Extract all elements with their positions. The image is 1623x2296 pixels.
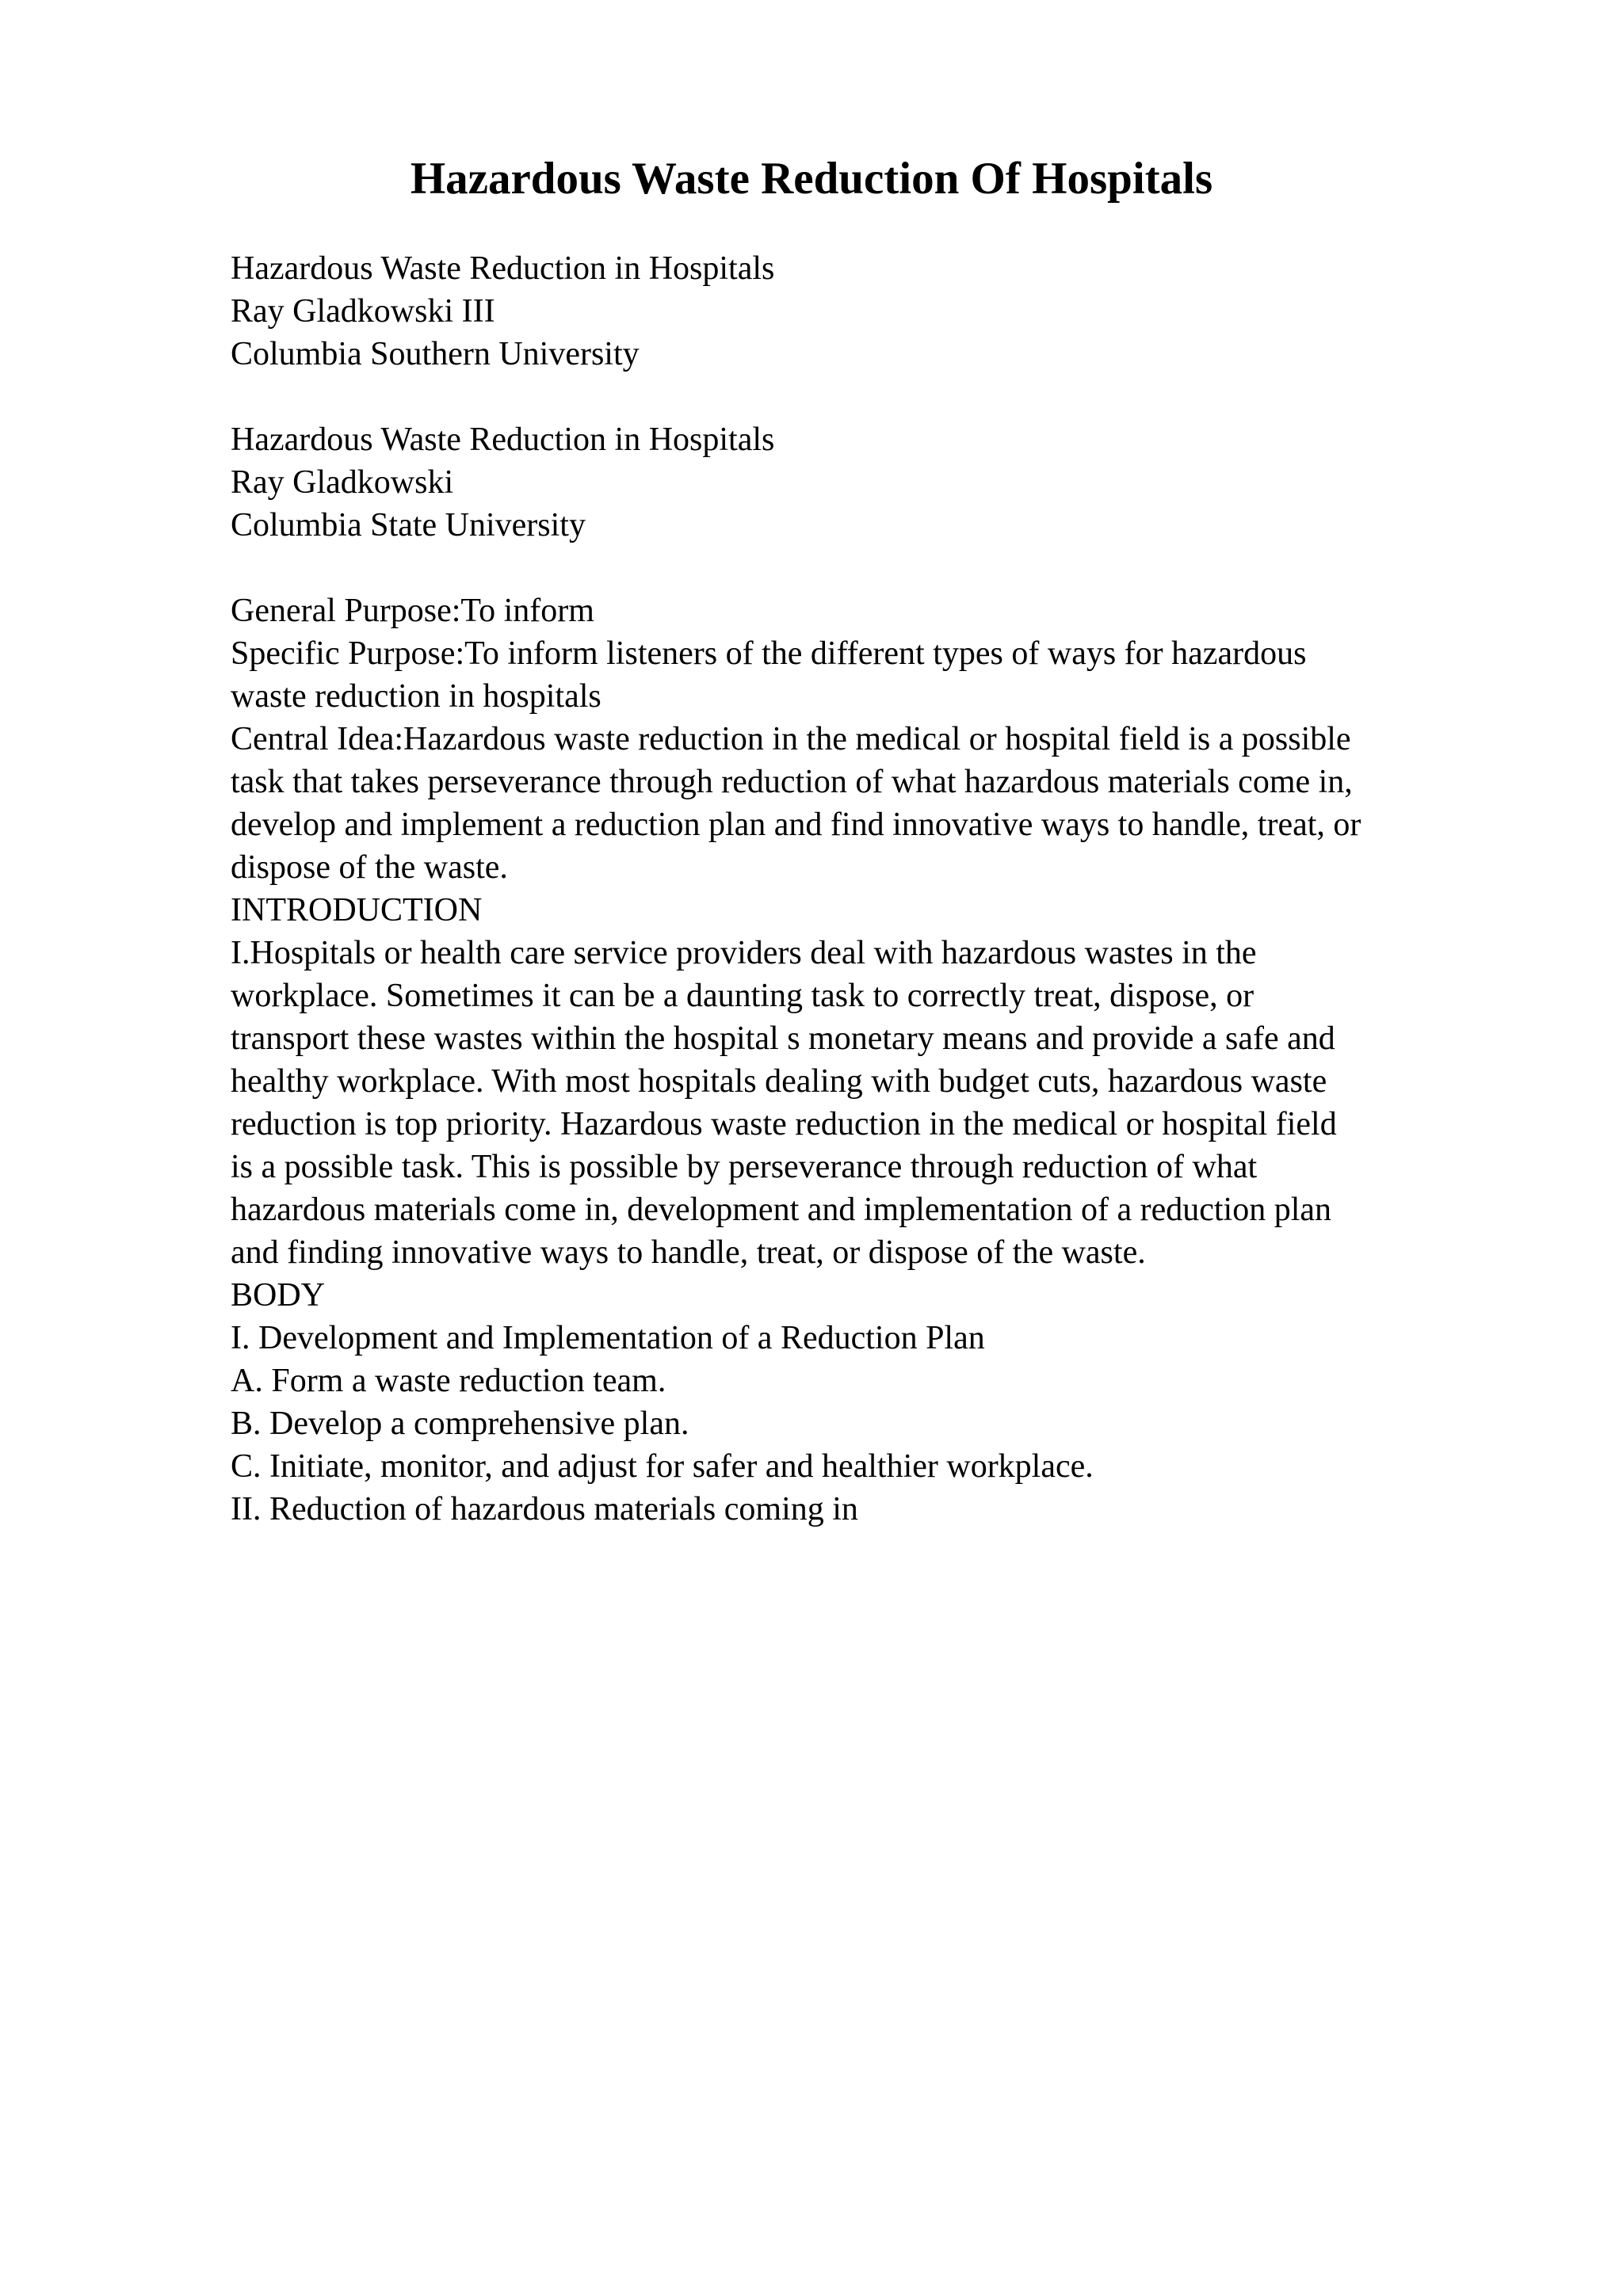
blank-line (231, 376, 1483, 418)
institution-line: Columbia State University (231, 507, 586, 543)
introduction-text-line: transport these wastes within the hospital s monetary means and provide a safe and (231, 1020, 1335, 1057)
speech-outline (231, 589, 1483, 1531)
introduction-text-line: I.Hospitals or health care service providers deal with hazardous wastes in the (231, 935, 1257, 971)
title-block-2 (231, 418, 1483, 547)
introduction-text-line: workplace. Sometimes it can be a daunting task to correctly treat, dispose, or (231, 978, 1254, 1014)
institution-line: Columbia Southern University (231, 336, 640, 372)
outline-item: C. Initiate, monitor, and adjust for safer and healthier workplace. (231, 1448, 1094, 1485)
author-line: Ray Gladkowski (231, 464, 454, 501)
paper-title-line: Hazardous Waste Reduction in Hospitals (231, 250, 775, 287)
introduction-text-line: is a possible task. This is possible by perseverance through reduction of what (231, 1149, 1258, 1185)
body-heading: BODY (231, 1277, 326, 1314)
introduction-text-line: and finding innovative ways to handle, treat, or dispose of the waste. (231, 1234, 1146, 1271)
central-idea-line: Central Idea:Hazardous waste reduction in the medical or hospital field is a possible (231, 721, 1351, 757)
specific-purpose-line: waste reduction in hospitals (231, 678, 601, 715)
paper-title-line: Hazardous Waste Reduction in Hospitals (231, 421, 775, 458)
introduction-text-line: hazardous materials come in, development and implementation of a reduction plan (231, 1192, 1332, 1228)
outline-item: B. Develop a comprehensive plan. (231, 1405, 689, 1442)
outline-item: A. Form a waste reduction team. (231, 1363, 666, 1399)
central-idea-line: dispose of the waste. (231, 849, 508, 886)
introduction-heading: INTRODUCTION (231, 892, 483, 929)
introduction-text-line: reduction is top priority. Hazardous waste reduction in the medical or hospital field (231, 1106, 1337, 1142)
central-idea-line: develop and implement a reduction plan and find innovative ways to handle, treat, or (231, 807, 1361, 843)
central-idea-line: task that takes perseverance through reduction of what hazardous materials come in, (231, 764, 1353, 800)
general-purpose-line: General Purpose:To inform (231, 593, 594, 629)
author-line: Ray Gladkowski III (231, 293, 495, 330)
blank-line (231, 547, 1483, 589)
outline-item: I. Development and Implementation of a Reduction Plan (231, 1320, 985, 1356)
title-block-1 (231, 247, 1483, 376)
outline-item: II. Reduction of hazardous materials coming in (231, 1491, 858, 1527)
introduction-text-line: healthy workplace. With most hospitals dealing with budget cuts, hazardous waste (231, 1063, 1327, 1100)
document-body (231, 247, 1483, 1531)
page-title: Hazardous Waste Reduction Of Hospitals (410, 154, 1213, 204)
specific-purpose-line: Specific Purpose:To inform listeners of the different types of ways for hazardous (231, 635, 1307, 672)
